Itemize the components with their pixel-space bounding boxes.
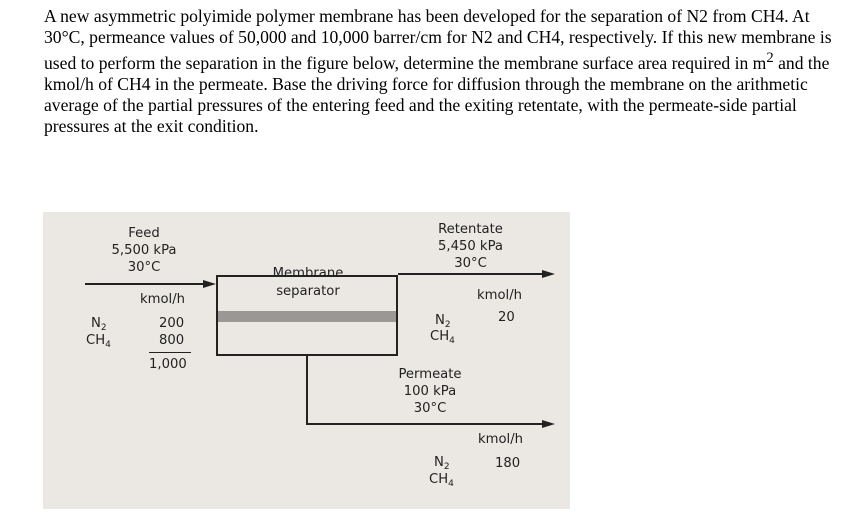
process-diagram (43, 212, 570, 509)
permeate-ch4-label: $CH_4$ (429, 472, 454, 489)
problem-statement (44, 6, 844, 137)
permeate-n2-value: 180 (495, 456, 521, 471)
permeate-arrowhead (542, 420, 555, 428)
feed-arrowhead (203, 280, 216, 288)
area-unit-superscript: 2 (766, 50, 774, 66)
feed-ch4-value: 800 (159, 333, 185, 348)
problem-text-part2: and the kmol/h of CH4 in the permeate. Base the driving force for diffusion through the membrane on the arithmetic average of the partial pressures of the entering feed and the exiting retentate, with the permeate-side partial pressures at the exit condition. (44, 52, 830, 136)
membrane-label-line1: Membrane (272, 266, 344, 281)
retentate-ch4-label: $CH_4$ (430, 329, 455, 346)
feed-temperature: 30°C (127, 260, 161, 275)
feed-n2-label: $N_2$ (91, 316, 107, 333)
retentate-arrow-line (398, 273, 544, 275)
retentate-temperature: 30°C (454, 256, 487, 271)
feed-pressure: 5,500 kPa (111, 243, 177, 258)
permeate-title: Permeate (398, 367, 462, 382)
permeate-pressure: 100 kPa (403, 384, 457, 399)
membrane-label-line2: separator (276, 284, 340, 299)
feed-ch4-label: $CH_4$ (86, 333, 111, 350)
retentate-n2-label: $N_2$ (435, 313, 451, 330)
problem-text-part1: A new asymmetric polyimide polymer membrane has been developed for the separation of N2 from CH4. At 30°C, permeance values of 50,000 and 10,000 barrer/cm for N2 and CH4, respectively. If this new membrane is used to perform the separation in the figure below, determine the membrane surface area required in m (44, 6, 832, 73)
feed-total: 1,000 (149, 357, 187, 372)
feed-title: Feed (128, 226, 160, 241)
permeate-n2-label: $N_2$ (434, 455, 450, 472)
retentate-title: Retentate (438, 222, 503, 237)
permeate-unit: kmol/h (478, 432, 524, 447)
permeate-temperature: 30°C (413, 401, 447, 416)
permeate-arrow-line (306, 423, 544, 425)
retentate-unit: kmol/h (477, 288, 523, 303)
feed-total-rule (149, 352, 191, 353)
feed-unit: kmol/h (140, 292, 186, 307)
retentate-n2-value: 20 (498, 310, 515, 325)
permeate-outlet-line (306, 355, 308, 425)
feed-arrow-line (85, 283, 205, 285)
membrane-band (218, 311, 396, 322)
feed-n2-value: 200 (159, 316, 185, 331)
retentate-arrowhead (542, 270, 555, 278)
retentate-pressure: 5,450 kPa (437, 239, 504, 254)
